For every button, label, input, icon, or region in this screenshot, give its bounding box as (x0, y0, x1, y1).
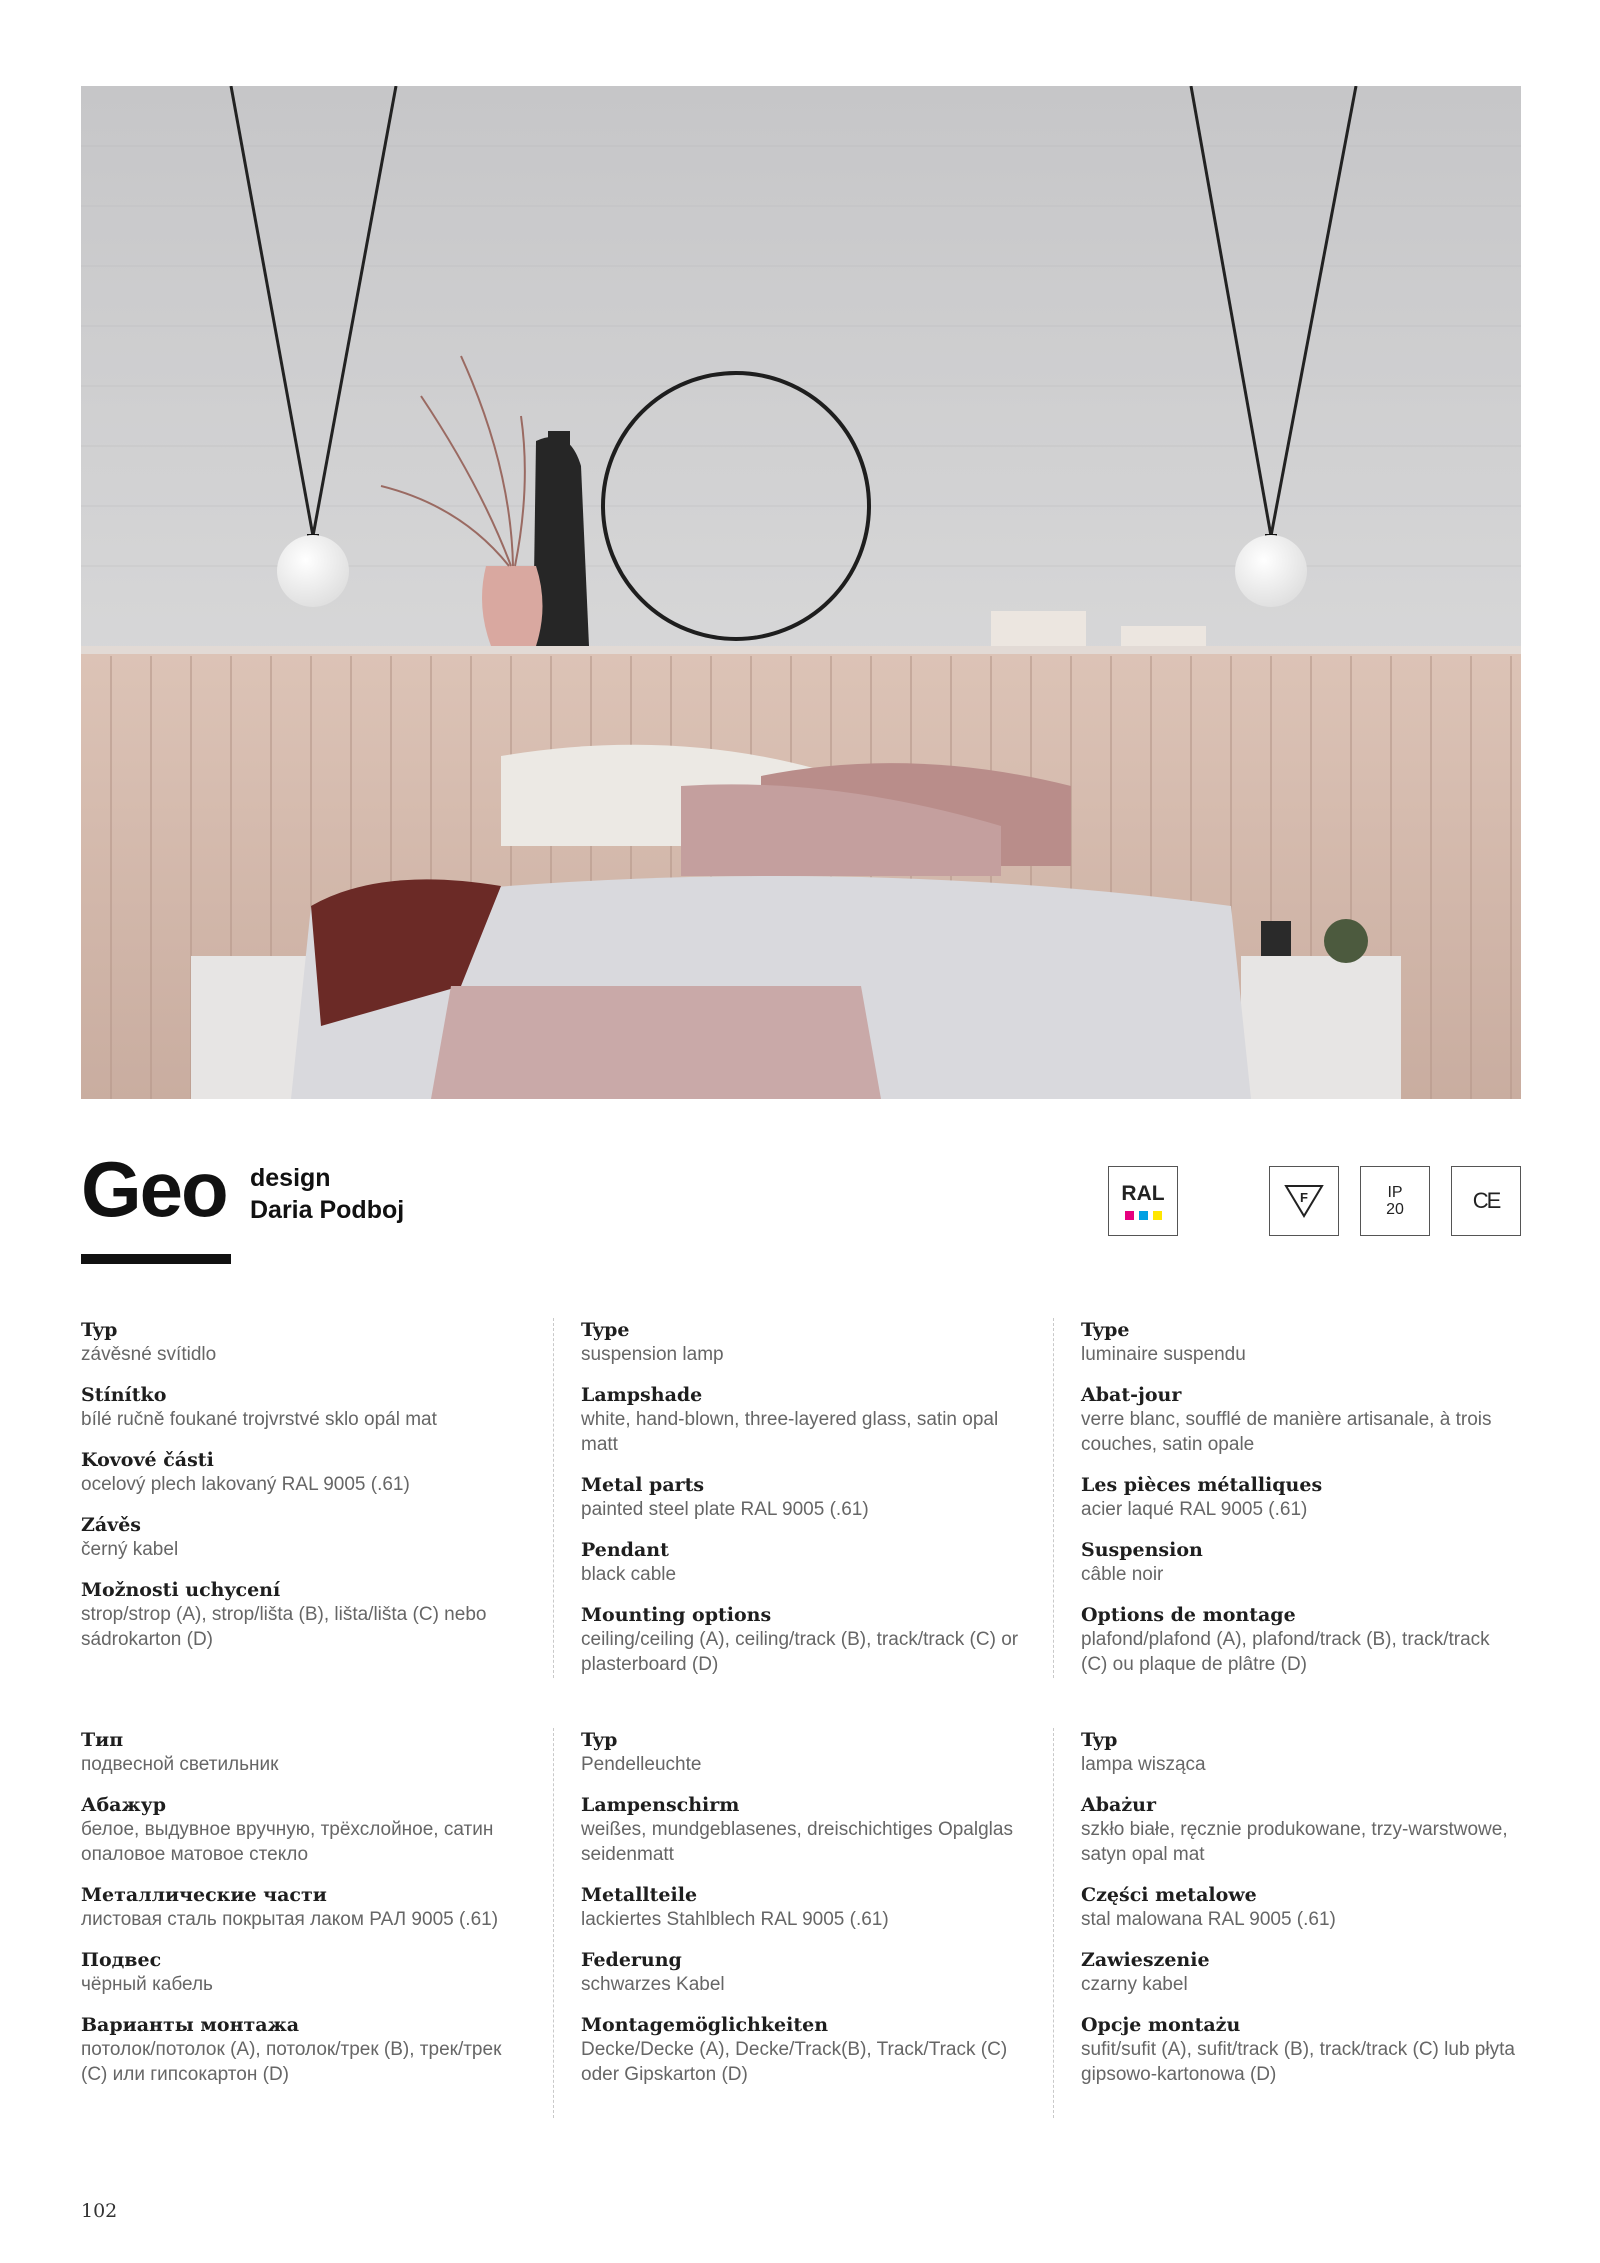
spec-value: verre blanc, soufflé de manière artisanale, à trois couches, satin opale (1081, 1409, 1492, 1455)
spec-label: Type (1081, 1319, 1130, 1341)
spec-label: Typ (581, 1729, 618, 1751)
ip-label: IP (1387, 1184, 1403, 1201)
ral-color-dots (1125, 1211, 1162, 1220)
spec-label: Závěs (81, 1514, 142, 1536)
ral-dot-magenta (1125, 1211, 1134, 1220)
spec-value: white, hand-blown, three-layered glass, satin opal matt (581, 1409, 999, 1455)
spec-label: Typ (1081, 1729, 1118, 1751)
spec-label: Abażur (1081, 1794, 1156, 1816)
spec-value: ocelový plech lakovaný RAL 9005 (.61) (81, 1474, 410, 1495)
spec-column-german (553, 1728, 1021, 2118)
ce-label: CE (1472, 1188, 1500, 1213)
product-name: Geo (81, 1145, 227, 1233)
spec-label: Lampshade (581, 1384, 703, 1406)
spec-value: белое, выдувное вручную, трёхслойное, сатин опаловое матовое стекло (81, 1819, 494, 1865)
spec-value: потолок/потолок (A), потолок/трек (B), трек/трек (C) или гипсокартон (D) (81, 2039, 502, 2085)
spec-value: weißes, mundgeblasenes, dreischichtiges Opalglas seidenmatt (581, 1819, 1013, 1865)
spec-value: stal malowana RAL 9005 (.61) (1081, 1909, 1336, 1930)
spec-label: Абажур (81, 1794, 167, 1816)
ip20-icon (1360, 1166, 1430, 1236)
ip-value: 20 (1386, 1201, 1404, 1218)
spec-value: lackiertes Stahlblech RAL 9005 (.61) (581, 1909, 889, 1930)
ral-dot-yellow (1153, 1211, 1162, 1220)
spec-label: Металлические части (81, 1884, 327, 1906)
title-underline (81, 1254, 231, 1264)
spec-value: závěsné svítidlo (81, 1344, 217, 1365)
design-label: design (250, 1164, 331, 1192)
spec-label: Подвес (81, 1949, 162, 1971)
spec-label: Kovové části (81, 1449, 214, 1471)
spec-value: černý kabel (81, 1539, 179, 1560)
spec-label: Abat-jour (1081, 1384, 1182, 1406)
f-mark-icon (1269, 1166, 1339, 1236)
spec-label: Options de montage (1081, 1604, 1296, 1626)
spec-label: Lampenschirm (581, 1794, 740, 1816)
spec-label: Type (581, 1319, 630, 1341)
spec-label: Opcje montażu (1081, 2014, 1241, 2036)
spec-column-russian (81, 1728, 521, 2118)
spec-value: подвесной светильник (81, 1754, 279, 1775)
spec-label: Montagemöglichkeiten (581, 2014, 829, 2036)
spec-value: luminaire suspendu (1081, 1344, 1246, 1365)
product-photo (81, 86, 1521, 1099)
spec-column-czech (81, 1318, 521, 1678)
spec-label: Mounting options (581, 1604, 772, 1626)
spec-value: strop/strop (A), strop/lišta (B), lišta/lišta (C) nebo sádrokarton (D) (81, 1604, 487, 1650)
spec-value: Decke/Decke (A), Decke/Track(B), Track/Track (C) oder Gipskarton (D) (581, 2039, 1008, 2085)
designer-block (250, 1162, 404, 1226)
spec-value: suspension lamp (581, 1344, 724, 1365)
spec-label: Typ (81, 1319, 118, 1341)
spec-label: Stínítko (81, 1384, 167, 1406)
spec-value: Pendelleuchte (581, 1754, 702, 1775)
designer-name: Daria Podboj (250, 1196, 405, 1224)
spec-label: Federung (581, 1949, 682, 1971)
spec-label: Metallteile (581, 1884, 698, 1906)
spec-value: plafond/plafond (A), plafond/track (B), track/track (C) ou plaque de plâtre (D) (1081, 1629, 1490, 1675)
spec-label: Pendant (581, 1539, 669, 1561)
page-number: 102 (81, 2200, 118, 2222)
spec-label: Metal parts (581, 1474, 705, 1496)
spec-value: sufit/sufit (A), sufit/track (B), track/track (C) lub płyta gipsowo-kartonowa (D) (1081, 2039, 1515, 2085)
ce-mark-icon (1451, 1166, 1521, 1236)
spec-value: schwarzes Kabel (581, 1974, 725, 1995)
f-triangle-icon (1283, 1183, 1325, 1219)
spec-label: Варианты монтажа (81, 2014, 300, 2036)
f-mark-letter: F (1300, 1190, 1308, 1205)
spec-value: ceiling/ceiling (A), ceiling/track (B), track/track (C) or plasterboard (D) (581, 1629, 1019, 1675)
spec-value: чёрный кабель (81, 1974, 213, 1995)
spec-value: lampa wisząca (1081, 1754, 1206, 1775)
spec-column-english (553, 1318, 1021, 1678)
ral-icon (1108, 1166, 1178, 1236)
spec-label: Les pièces métalliques (1081, 1474, 1323, 1496)
spec-column-french (1053, 1318, 1521, 1678)
spec-value: szkło białe, ręcznie produkowane, trzy-warstwowe, satyn opal mat (1081, 1819, 1508, 1865)
spec-value: câble noir (1081, 1564, 1164, 1585)
ral-label: RAL (1121, 1181, 1165, 1205)
spec-column-polish (1053, 1728, 1521, 2118)
spec-label: Zawieszenie (1081, 1949, 1210, 1971)
spec-label: Suspension (1081, 1539, 1203, 1561)
spec-value: bílé ručně foukané trojvrstvé sklo opál mat (81, 1409, 437, 1430)
spec-label: Części metalowe (1081, 1884, 1257, 1906)
spec-value: czarny kabel (1081, 1974, 1188, 1995)
spec-label: Možnosti uchycení (81, 1579, 281, 1601)
spec-label: Тип (81, 1729, 124, 1751)
spec-value: black cable (581, 1564, 677, 1585)
spec-value: листовая сталь покрытая лаком РАЛ 9005 (.61) (81, 1909, 499, 1930)
ral-dot-cyan (1139, 1211, 1148, 1220)
spec-value: acier laqué RAL 9005 (.61) (1081, 1499, 1308, 1520)
spec-value: painted steel plate RAL 9005 (.61) (581, 1499, 869, 1520)
